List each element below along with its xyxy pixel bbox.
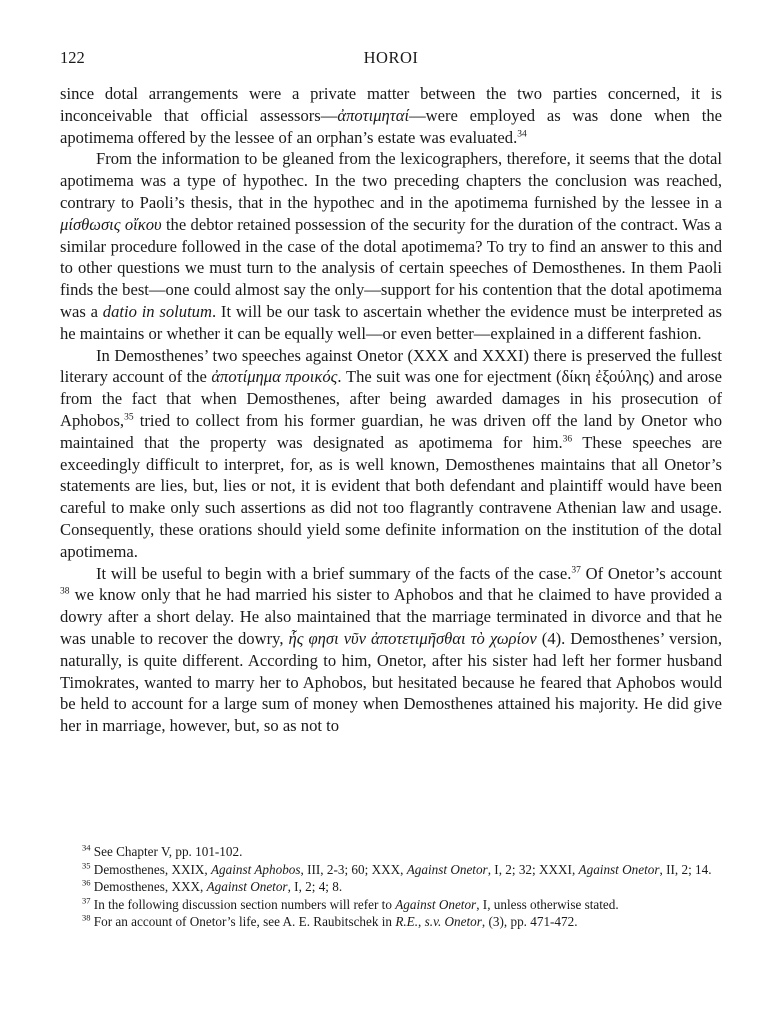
footnote-marker: 38 (82, 912, 91, 923)
text-run: , (418, 914, 425, 929)
text-run: —were employed as was done when the apotimema offered by the lessee of an orphan’s estate was evaluated. (60, 105, 722, 147)
text-run: the debtor retained possession of the security for the duration of the contract. Was a similar procedure followed in the case of the dotal apotimema? To try to find an answer to this and to other questions we must turn to the analysis of certain speeches of Demosthenes. In them Paoli finds the best—one could almost say the only—support for his contention that the dotal apotimema was a (60, 214, 722, 321)
text-run: , (3), pp. 471-472. (481, 914, 578, 929)
text-run: tried to collect from his former guardian, he was driven off the land by Onetor who maintained that the property was designated as apotimema for him. (60, 410, 722, 452)
text-run: In Demosthenes’ two speeches against Onetor (XXX and XXXI) there is preserved the fullest literary account of the (60, 345, 722, 387)
italic-text: ἧς φησι νῦν ἀποτετιμῆσθαι τὸ χωρίον (288, 628, 537, 648)
page-number: 122 (60, 48, 85, 67)
text-run: It will be useful to begin with a brief summary of the facts of the case. (96, 563, 572, 583)
body-text (60, 83, 722, 737)
footnotes (60, 843, 722, 931)
text-run: See Chapter V, pp. 101-102. (93, 844, 243, 859)
italic-text: Against Onetor (578, 861, 660, 877)
text-run: For an account of Onetor’s life, see A. E. Raubitschek in (93, 914, 396, 929)
text-run: . It will be our task to ascertain whether the evidence must be interpreted as he maintains or whether it can be equally well—or even better—explained in a different fashion. (60, 301, 723, 343)
italic-text: Against Onetor (395, 896, 477, 912)
footnote-ref: 37 (571, 565, 581, 575)
text-run: From the information to be gleaned from the lexicographers, therefore, it seems that the dotal apotimema was a type of hypothec. In the two preceding chapters the conclusion was reached, contrary to Paoli’s thesis, that in the hypothec and in the apotimema furnished by the lessee in a (60, 149, 722, 212)
text-run: In the following discussion section numbers will refer to (93, 896, 396, 912)
text-run: , III, 2-3; 60; XXX, (300, 861, 407, 877)
text-run: (4). Demosthenes’ version, naturally, is quite different. According to him, Onetor, after his sister had left her former husband Timokrates, wanted to marry her to Aphobos, but hesitated because he feared that Aphobos would be held to account for a large sum of money when Demosthenes attained his majority. He did give her in marriage, however, but, so as not to (60, 628, 723, 736)
text-run: These speeches are exceedingly difficult to interpret, for, as is well known, Demosthenes maintains that all Onetor’s statements are lies, but, lies or not, it is evident that both defendant and plaintiff would have been careful to make only such assertions as did not too flagrantly contravene Athenian law and usage. Consequently, these orations should yield some definite information on the institution of the dotal apotimema. (60, 432, 722, 561)
italic-text: s.v. Onetor (424, 914, 482, 929)
text-run: . The suit was one for ejectment (δίκη ἐξούλης) and arose from the fact that when Demosthenes, after being awarded damages in his prosecution of Aphobos, (60, 367, 722, 430)
italic-text: Against Onetor (206, 879, 288, 894)
text-run: , I, 2; 32; XXXI, (487, 861, 579, 877)
text-run: we know only that he had married his sister to Aphobos and that he claimed to have provided a dowry after a short delay. He also maintained that the marriage terminated in divorce and that he was unable to recover the dowry, (60, 585, 722, 648)
text-run: Demosthenes, XXIX, (93, 861, 211, 877)
paragraph (60, 563, 722, 737)
footnote-marker: 35 (82, 860, 91, 871)
footnote-marker: 37 (82, 895, 91, 906)
italic-text: datio in solutum (102, 301, 212, 321)
text-run: , I, 2; 4; 8. (287, 879, 343, 894)
footnote (60, 878, 722, 896)
footnote (60, 896, 722, 914)
footnote-ref: 38 (60, 586, 70, 597)
footnote (60, 913, 722, 931)
footnote (60, 843, 722, 861)
running-head: HOROI (363, 48, 419, 67)
page-header (60, 48, 722, 76)
text-run: , I, unless otherwise stated. (476, 896, 619, 912)
footnote-ref: 34 (517, 129, 527, 140)
footnote-marker: 34 (82, 842, 91, 853)
italic-text: Against Aphobos (211, 861, 301, 877)
text-run: , II, 2; 14. (659, 861, 712, 877)
paragraph (60, 83, 722, 148)
footnote-ref: 36 (562, 434, 573, 445)
footnote-marker: 36 (82, 877, 91, 888)
footnote-ref: 35 (124, 412, 134, 423)
italic-text: ἀποτίμημα προικός (211, 367, 338, 387)
italic-text: Against Onetor (406, 861, 488, 877)
text-run: Of Onetor’s account (580, 563, 722, 583)
text-run: Demosthenes, XXX, (93, 879, 207, 894)
italic-text: μίσθωσις οἴκου (60, 214, 162, 234)
paragraph (60, 148, 722, 344)
italic-text: R.E. (395, 914, 419, 929)
italic-text: ἀποτιμηταί (337, 105, 410, 125)
paragraph (60, 345, 722, 563)
footnote (60, 861, 722, 879)
text-run: since dotal arrangements were a private matter between the two parties concerned, it is inconceivable that official assessors— (60, 84, 722, 125)
